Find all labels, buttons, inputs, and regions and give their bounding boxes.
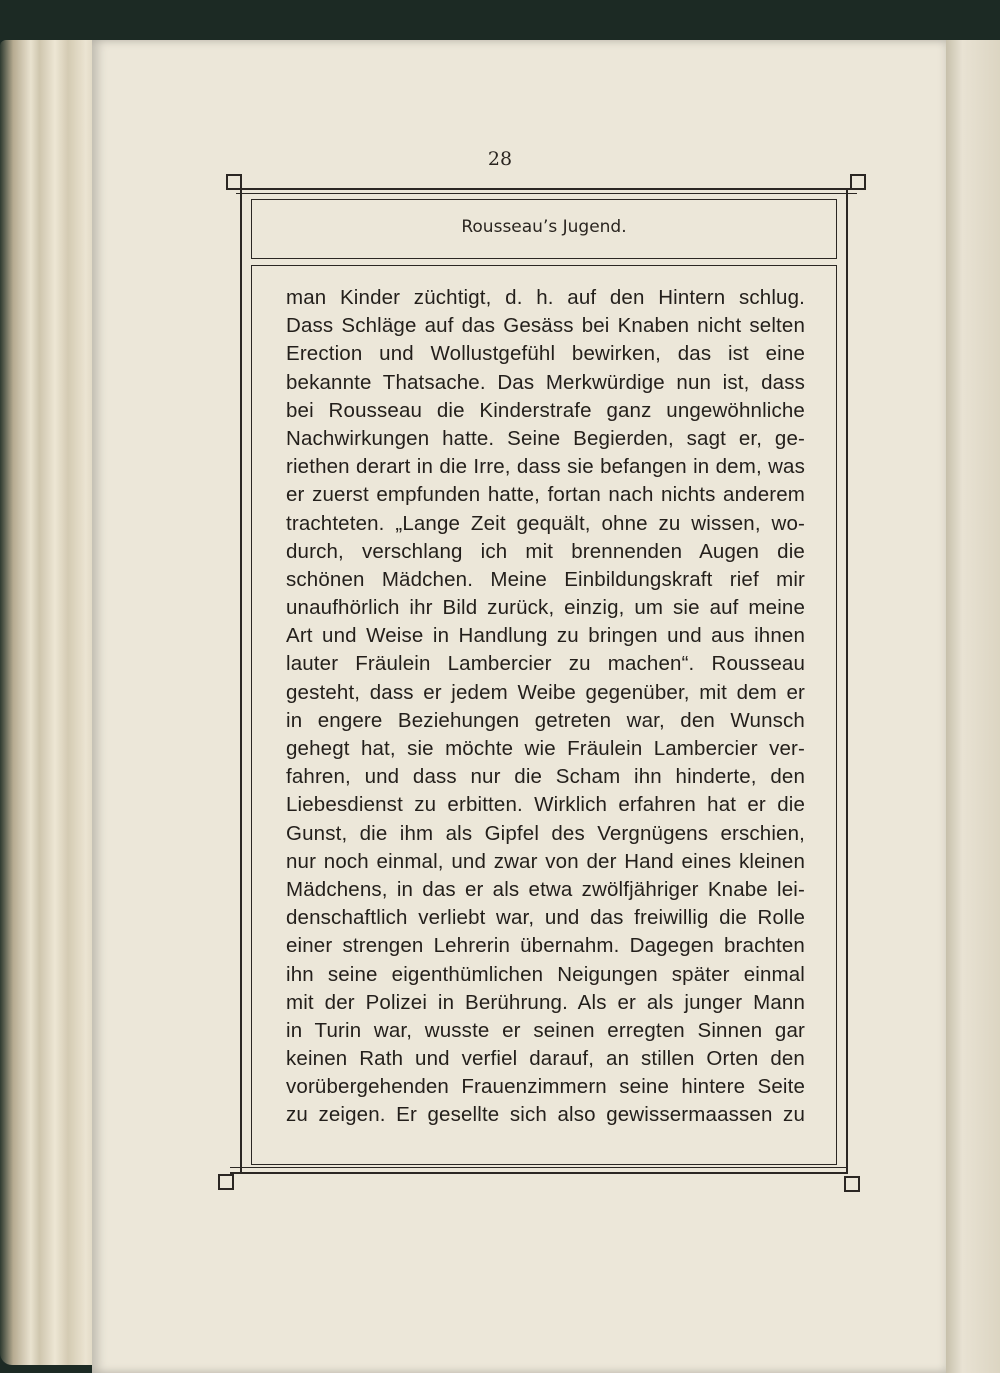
text-line: ihn seine eigenthümlichen Neigungen später einmal bbox=[286, 962, 805, 986]
text-line: keinen Rath und verfiel darauf, an stillen Orten den bbox=[286, 1047, 805, 1071]
text-line: trachteten. „Lange Zeit gequält, ohne zu wissen, wo- bbox=[286, 511, 805, 535]
text-line: mit der Polizei in Berührung. Als er als junger Mann bbox=[286, 990, 805, 1014]
text-line: fahren, und dass nur die Scham ihn hinderte, den bbox=[286, 765, 805, 789]
text-line: Gunst, die ihm als Gipfel des Vergnügens erschien, bbox=[286, 821, 805, 845]
text-line: lauter Fräulein Lambercier zu machen“. Rousseau bbox=[286, 652, 805, 676]
text-line: vorübergehenden Frauenzimmern seine hintere Seite bbox=[286, 1075, 805, 1099]
text-line: gesteht, dass er jedem Weibe gegenüber, mit dem er bbox=[286, 680, 805, 704]
text-line: riethen derart in die Irre, dass sie befangen in dem, was bbox=[286, 455, 805, 479]
text-line: schönen Mädchen. Meine Einbildungskraft rief mir bbox=[286, 567, 805, 591]
text-line: Nachwirkungen hatte. Seine Begierden, sagt er, ge- bbox=[286, 426, 805, 450]
text-line: denschaftlich verliebt war, und das freiwillig die Rolle bbox=[286, 906, 805, 930]
frame-bottom-line-inner bbox=[230, 1167, 847, 1168]
running-header: Rousseau’s Jugend. bbox=[461, 217, 627, 237]
frame-corner-top-left bbox=[226, 174, 242, 190]
text-line: durch, verschlang ich mit brennenden Augen die bbox=[286, 539, 805, 563]
frame-left-line bbox=[240, 188, 242, 1174]
text-line: Erection und Wollustgefühl bewirken, das ist eine bbox=[286, 342, 805, 366]
text-line: Mädchens, in das er als etwa zwölfjähriger Knabe lei- bbox=[286, 877, 805, 901]
text-line: bei Rousseau die Kinderstrafe ganz ungewöhnliche bbox=[286, 398, 805, 422]
text-line: Liebesdienst zu erbitten. Wirklich erfahren hat er die bbox=[286, 793, 805, 817]
frame-corner-bottom-right bbox=[844, 1176, 860, 1192]
text-line: in engere Beziehungen getreten war, den Wunsch bbox=[286, 708, 805, 732]
frame-corner-bottom-left bbox=[218, 1174, 234, 1190]
text-line: bekannte Thatsache. Das Merkwürdige nun ist, dass bbox=[286, 370, 805, 394]
frame-bottom-line bbox=[230, 1172, 847, 1174]
text-line: er zuerst empfunden hatte, fortan nach nichts anderem bbox=[286, 483, 805, 507]
text-line: einer strengen Lehrerin übernahm. Dagegen brachten bbox=[286, 934, 805, 958]
next-page-edge bbox=[946, 40, 1000, 1373]
text-line: unaufhörlich ihr Bild zurück, einzig, um sie auf meine bbox=[286, 596, 805, 620]
text-line: man Kinder züchtigt, d. h. auf den Hintern schlug. bbox=[286, 286, 805, 309]
body-text bbox=[286, 284, 805, 1130]
text-line: zu zeigen. Er gesellte sich also gewissermaassen zu bbox=[286, 1103, 805, 1127]
frame-corner-top-right bbox=[850, 174, 866, 190]
frame-top-line bbox=[236, 188, 857, 190]
text-line: Dass Schläge auf das Gesäss bei Knaben nicht selten bbox=[286, 314, 805, 338]
page-number: 28 bbox=[487, 148, 513, 170]
text-line: nur noch einmal, und zwar von der Hand eines kleinen bbox=[286, 849, 805, 873]
text-line: Art und Weise in Handlung zu bringen und aus ihnen bbox=[286, 624, 805, 648]
frame-top-line-inner bbox=[236, 193, 857, 194]
text-line: in Turin war, wusste er seinen erregten Sinnen gar bbox=[286, 1018, 805, 1042]
frame-right-line bbox=[846, 188, 848, 1174]
text-line: gehegt hat, sie möchte wie Fräulein Lambercier ver- bbox=[286, 737, 805, 760]
